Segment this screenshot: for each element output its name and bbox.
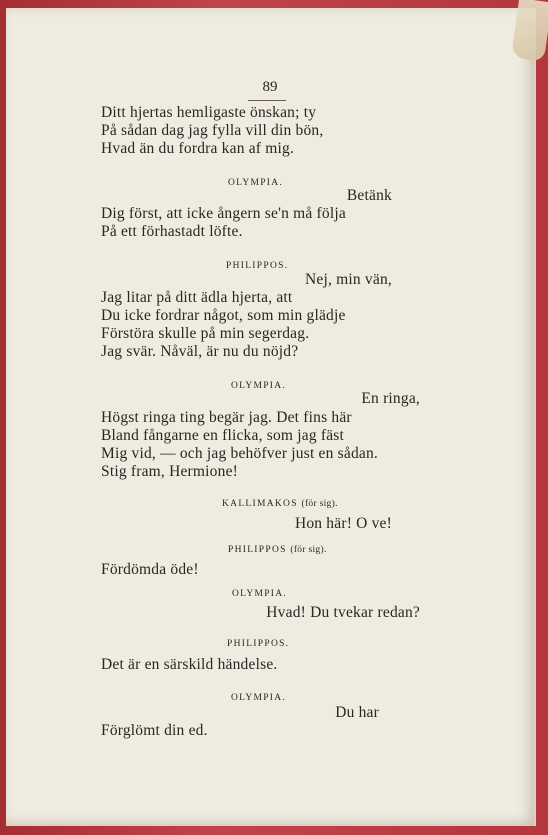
verse-line: På ett förhastadt löfte. xyxy=(101,223,243,240)
stage-direction: (för sig). xyxy=(290,545,327,555)
stage-direction: (för sig). xyxy=(301,499,338,509)
verse-line: Förglömt din ed. xyxy=(101,722,208,739)
verse-line: Dig först, att icke ångern se'n må följa xyxy=(101,205,346,222)
verse-line: Du icke fordrar något, som min glädje xyxy=(101,307,346,324)
speaker-name xyxy=(228,545,327,555)
verse-line: Mig vid, — och jag behöfver just en sådan. xyxy=(101,445,379,462)
page-number-rule xyxy=(248,100,286,101)
verse-line: Du har xyxy=(335,704,379,721)
verse-line: Stig fram, Hermione! xyxy=(101,463,239,480)
verse-line: Betänk xyxy=(346,187,392,204)
speaker-name: OLYMPIA. xyxy=(232,589,288,599)
verse-line: Hon här! O ve! xyxy=(294,515,392,532)
speaker-name: PHILIPPOS. xyxy=(227,639,290,649)
verse-line: Nej, min vän, xyxy=(305,271,392,288)
speaker-name: PHILIPPOS. xyxy=(226,261,289,271)
verse-line: Fördömda öde! xyxy=(101,561,199,578)
page-number: 89 xyxy=(262,79,278,95)
verse-line: Hvad! Du tvekar redan? xyxy=(266,604,420,621)
verse-line: Bland fångarne en flicka, som jag fäst xyxy=(101,427,345,444)
speaker-label: PHILIPPOS xyxy=(228,545,287,555)
verse-line: Förstöra skulle på min segerdag. xyxy=(101,325,310,342)
page-text xyxy=(6,8,534,826)
speaker-label: KALLIMAKOS xyxy=(222,499,298,509)
verse-line: En ringa, xyxy=(361,390,420,407)
speaker-name: OLYMPIA. xyxy=(228,178,284,188)
verse-line: Jag svär. Nåväl, är nu du nöjd? xyxy=(101,343,299,360)
book-page xyxy=(6,8,536,826)
verse-line: Högst ringa ting begär jag. Det fins här xyxy=(101,409,352,426)
speaker-name: OLYMPIA. xyxy=(231,693,287,703)
verse-line: Hvad än du fordra kan af mig. xyxy=(101,140,295,157)
verse-line: Ditt hjertas hemligaste önskan; ty xyxy=(101,104,317,121)
verse-line: Jag litar på ditt ädla hjerta, att xyxy=(101,289,293,306)
speaker-name: OLYMPIA. xyxy=(231,381,287,391)
speaker-name xyxy=(222,499,338,509)
verse-line: På sådan dag jag fylla vill din bön, xyxy=(101,122,324,139)
verse-line: Det är en särskild händelse. xyxy=(101,656,278,673)
